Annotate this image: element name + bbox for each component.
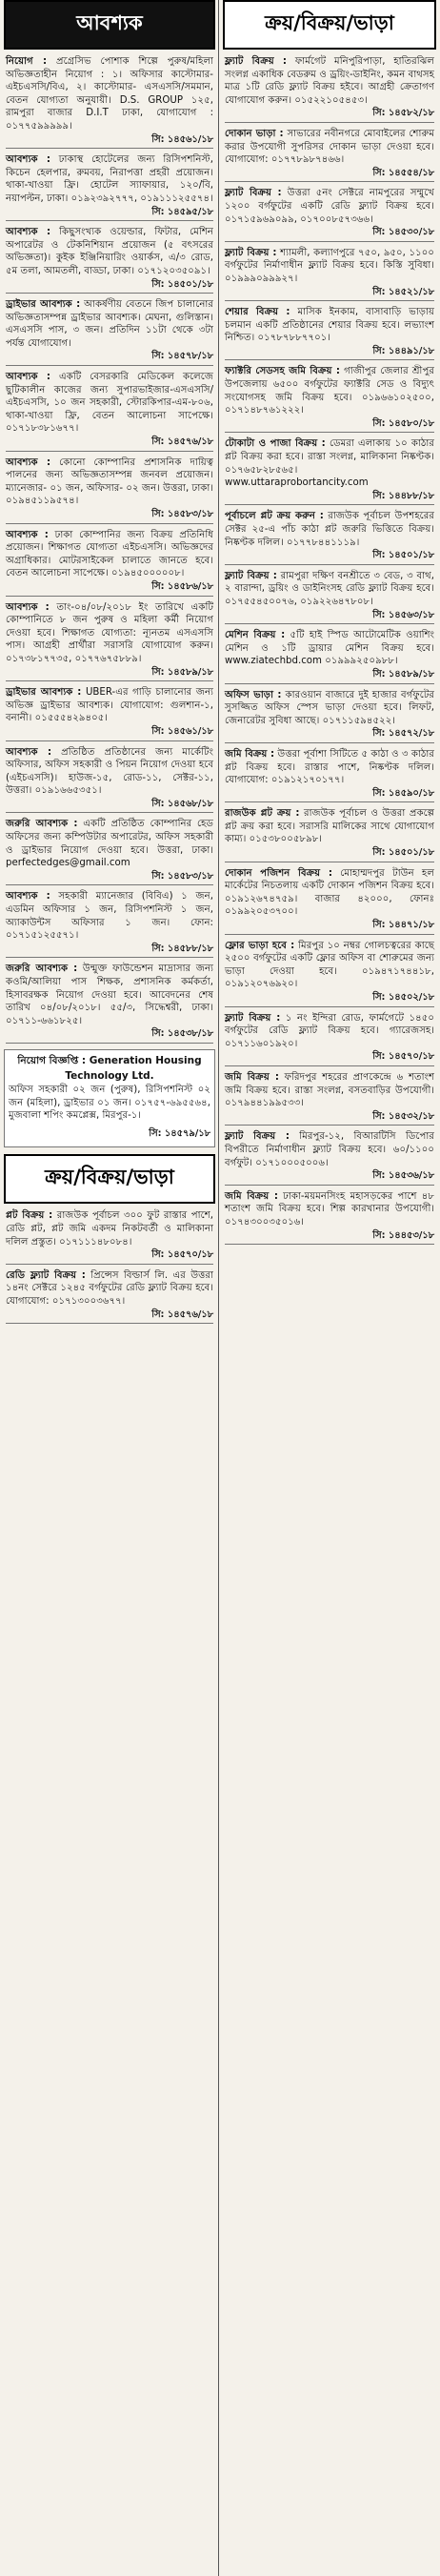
classified-ad	[4, 744, 215, 817]
ad-text: সহকারী ম্যানেজার (বিবিএ) ১ জন, এডমিন অফিসার ১ জন, রিসিপশনিস্ট ১ জন, অ্যাকাউন্টস অফিসার ১ জন। ফোন: ০১৭১৫১২৫৫৭১।	[6, 891, 213, 942]
ad-reference: সি: ১৪৫৭৬/১৮	[6, 436, 213, 452]
logo-ad-body: অফিস সহকারী ০২ জন (পুরুষ), রিসিপশনিস্ট ০২ জন (মহিলা), ড্রাইভার ০১ জন। ০১৭৫৭-৬৯৫৫৬৪, মুজবালা শপিং কমপ্লেক্স, মিরপুর-১।	[9, 1084, 210, 1122]
classified-ad	[223, 245, 436, 304]
ad-reference: সি: ১৪৫৭৮/১৮	[6, 350, 213, 366]
ad-reference: সি: ১৪৫৬৩/১৮	[225, 609, 434, 625]
ad-lead: রেডি ফ্ল্যাট বিক্রয় :	[6, 1269, 86, 1281]
ad-reference: সি: ১৪৫৩২/১৮	[225, 1110, 434, 1126]
classified-ad	[223, 1010, 436, 1069]
classified-ad	[4, 684, 215, 743]
classified-ad	[223, 363, 436, 436]
ad-text: UBER-এর গাড়ি চালানোর জন্য অভিজ্ঞ ড্রাইভার আবশ্যক। যোগাযোগ: গুলশান-১, বনানী। ০১৫৫৫৪২৯৪০৫।	[6, 687, 213, 724]
classified-ad	[4, 296, 215, 369]
left-sale-header: ক্রয়/বিক্রয়/ভাড়া	[4, 1154, 215, 1204]
ad-lead: ফ্ল্যাট বিক্রয় :	[225, 247, 277, 258]
ad-reference: সি: ১৪৫৮৬/১৮	[6, 580, 213, 597]
right-ads-list	[223, 53, 436, 1247]
ad-lead: ফ্ল্যাট বিক্রয় :	[225, 56, 287, 67]
ad-text: সাভারের নবীনগরে মোবাইলের শোরুম করার উপযোগী সুপরিসর দোকান ভাড়া দেওয়া হবে। যোগাযোগ: ০১৭৭৮৯৮৭৪৬৬।	[225, 128, 434, 166]
ad-lead: অফিস ভাড়া :	[225, 689, 282, 700]
ad-lead: জরুরি আবশ্যক :	[6, 819, 78, 830]
ad-reference: সি: ১৪৫৩৬/১৮	[225, 1169, 434, 1186]
ad-lead: আবশ্যক :	[6, 372, 51, 383]
ad-reference: সি: ১৪৫৬১/১৮	[6, 133, 213, 150]
ad-lead: পূর্বাচলে প্লট ক্রয় করুন :	[225, 511, 324, 522]
ad-reference: সি: ১৪৪৮৮/১৮	[225, 490, 434, 506]
ad-text: ঢাকা-ময়মনসিংহ মহাসড়কের পাশে ৪৮ শতাংশ জমি বিক্রয় হবে। শিল্প কারখানার উপযোগী। ০১৭৪৩০০৩৫০১৬।	[225, 1190, 434, 1227]
ad-lead: ফ্ল্যাট বিক্রয় :	[225, 1131, 290, 1143]
ad-reference: সি: ১৪৫৮৩/১৮	[6, 870, 213, 886]
ad-lead: শেয়ার বিক্রয় :	[225, 307, 290, 318]
classified-ad	[223, 627, 436, 686]
ad-lead: জমি বিক্রয় :	[225, 1190, 278, 1202]
ad-reference: সি: ১৪৫৬১/১৮	[6, 725, 213, 741]
ad-text: ফরিদপুর শহরের প্রাণকেন্দ্রে ৬ শতাংশ জমি বিক্রয় হবে। রাস্তা সংলগ্ন, বসতবাড়ির উপযোগী। ০১৭৯৪৪১৯৯৫৩৩।	[225, 1071, 434, 1109]
ad-lead: আবশ্যক :	[6, 601, 50, 613]
ad-lead: নিয়োগ :	[6, 56, 48, 67]
ad-reference: সি: ১৪৫৬৮/১৮	[6, 798, 213, 814]
ad-text: ফার্মগেট মনিপুরিপাড়া, হাতিরঝিল সংলগ্ন একাধিক বেডরুম ও ড্রয়িং-ডাইনিং, কমন বাথসহ মাত্র ১টি রেডি ফ্ল্যাট বিক্রয় হইবে। আগ্রহী ক্রেতাগণ যোগাযোগ করুন। ০১৫২২১০৫৪৫৩।	[225, 56, 434, 106]
classified-ad	[4, 816, 215, 888]
classified-ad	[4, 455, 215, 527]
logo-ad-title: নিয়োগ বিজ্ঞপ্তি : Generation Housing Technology Ltd.	[17, 1054, 202, 1082]
ad-text: একটি প্রতিষ্ঠিত কোম্পানির হেড অফিসের জন্য কম্পিউটার অপারেটর, অফিস সহকারী ও ড্রাইভার নিয়োগ দেওয়া হবে। উত্তরা, ঢাকা। perfectedges@gmail.com	[6, 819, 213, 869]
ad-reference: সি: ১৪৫৩৮/১৮	[6, 1027, 213, 1044]
classified-ad	[223, 938, 436, 1010]
ad-reference: সি: ১৪৫৮৩/১৮	[6, 508, 213, 524]
ad-lead: আবশ্যক :	[6, 227, 51, 238]
left-sale-ads-list	[4, 1207, 215, 1327]
ad-text: মোহাম্মদপুর টাউন হল মার্কেটের নিচতলায় একটি দোকান পজিশন বিক্রয় হবে। ০১৯১২৬৭৪৭৫৯। বাজার ৪২০০০, ফোনঃ ০১৯৯২০৫৩৭০০।	[225, 867, 434, 918]
left-ads-list	[4, 53, 215, 1046]
ad-reference: সি: ১৪৫০১/১৮	[225, 549, 434, 565]
ad-text: রাজউক পূর্বাচল ৩০০ ফুট রাস্তার পাশে, রেডি প্লট, প্লট জমি একদম নিকটবর্তী ও মালিকানা দলিল প্রস্তুত। ০১৭১১১৪৮০৮৪।	[6, 1210, 213, 1247]
ad-lead: আবশ্যক :	[6, 154, 50, 166]
left-section-header: আবশ্যক	[4, 0, 215, 50]
classified-ad	[223, 185, 436, 244]
classified-ad	[4, 888, 215, 961]
logo-ad-ref: সি: ১৪৫৭৯/১৮	[149, 1127, 210, 1139]
ad-reference: সি: ১৪৫৭০/১৮	[6, 1248, 213, 1265]
ad-lead: ফ্ল্যাট বিক্রয় :	[225, 570, 277, 581]
ad-reference: সি: ১৪৫৯০/১৮	[225, 787, 434, 803]
ad-text: প্রতিষ্ঠিত প্রতিষ্ঠানের জন্য মার্কেটিং অফিসার, অফিস সহকারী ও পিয়ন নিয়োগ দেওয়া হবে (এইচএসসি)। হাউজ-১৫, রোড-১১, সেক্টর-১১, উত্তরা। ০১৯১৬৬৫৩৫১।	[6, 746, 213, 797]
ad-text: কিছুসংখ্যক ওয়েল্ডার, ফিটার, মেশিন অপারেটর ও টেকনিশিয়ান প্রয়োজন (৫ বৎসরের অভিজ্ঞতা)। কুইক ইঞ্জিনিয়ারিং ওয়ার্কস, এ/৩ রোড, ৫ম তলা, আমতলী, বাড্ডা, ঢাকা। ০১৭১২০৩৫০৯১।	[6, 227, 213, 276]
classified-ad	[223, 1188, 436, 1247]
classified-ad	[223, 126, 436, 185]
ad-lead: ফ্লোর ভাড়া হবে :	[225, 940, 295, 951]
ad-text: উত্তরা পূর্বাশা সিটিতে ৫ কাঠা ও ৩ কাঠার প্লট বিক্রয় হবে। রাস্তার পাশে, নিষ্কণ্টক দলিল। যোগাযোগ: ০১৯১২১৭০১৭৭।	[225, 748, 434, 786]
ad-text: রামপুরা দক্ষিণ বনশ্রীতে ৩ বেড, ৩ বাথ, ২ বারান্দা, ড্রয়িং ও ডাইনিংসহ রেডি ফ্ল্যাট বিক্রয় হবে। ০১৭৫৫৪৫০০৭৬, ০১৯২২৬৪৭৮০৮।	[225, 570, 434, 607]
classified-ad	[223, 53, 436, 126]
ad-reference: সি: ১৪৫৭০/১৮	[225, 1050, 434, 1066]
ad-reference: সি: ১৪৫৯৫/১৮	[6, 206, 213, 222]
ad-lead: ফ্যাক্টরি সেডসহ জমি বিক্রয় :	[225, 366, 340, 377]
ad-text: ঢাকা কোম্পানির জন্য বিক্রয় প্রতিনিধি প্রয়োজন। শিক্ষাগত যোগ্যতা এইচএসসি। অভিজ্ঞদের অগ্রাধিকার। মোটরসাইকেল চালাতে জানতে হবে। বেতন আলোচনা সাপেক্ষে। ০১৯৪৫০০০০০৮।	[6, 529, 213, 579]
ad-lead: প্লট বিক্রয় :	[6, 1210, 53, 1222]
column-divider	[218, 0, 219, 2576]
ad-lead: ফ্ল্যাট বিক্রয় :	[225, 188, 282, 199]
classified-ad	[4, 961, 215, 1046]
ad-reference: সি: ১৪৫২১/১৮	[225, 286, 434, 302]
ad-text: মিরপুর-১২, বিআরটিসি ডিপোর বিপরীতে নির্মাণাধীন ফ্ল্যাট বিক্রয় হবে। ৬০/১১০০ বর্গফুট। ০১৭১০০০৫০০৬।	[225, 1131, 434, 1168]
ad-reference: সি: ১৪৫৭২/১৮	[225, 727, 434, 743]
classified-ad	[223, 508, 436, 567]
ad-text: রাজউক পূর্বাচল ও উত্তরা প্রকল্পে প্লট ক্রয় করা হবে। সরাসরি মালিকের সাথে যোগাযোগ কাম্য। ০১৫৩৮০০৫৮৯৮।	[225, 808, 434, 845]
ad-lead: ড্রাইভার আবশ্যক :	[6, 687, 82, 699]
ad-lead: রাজউক প্লট ক্রয় :	[225, 808, 300, 820]
ad-text: মিরপুর ১০ নম্বর গোলচত্বরের কাছে ২৫০০ বর্গফুটের একটি ফ্লোর অফিস বা শোরুমের জন্য ভাড়া দেওয়া হবে। ০১৯৪৭১৭৪৪১৮, ০১৯১২০৭৬৯২০।	[225, 940, 434, 990]
ad-reference: সি: ১৪৫৮০/১৮	[225, 417, 434, 434]
ad-lead: জমি বিক্রয় :	[225, 1071, 279, 1083]
ad-text: ৫টি হাই স্পিড আটোমেটিক ওয়াশিং মেশিন ও ১টি ড্রায়ার মেশিন বিক্রয় হবে। www.ziatechbd.com ০১৯৯৯২৫০৯৮৮।	[225, 630, 435, 667]
right-section-header: ক্রয়/বিক্রয়/ভাড়া	[223, 0, 436, 50]
ad-text: ১ নং ইন্দিরা রোড, ফার্মগেটে ১৪৫০ বর্গফুটের রেডি ফ্ল্যাট বিক্রয় হবে। গ্যারেজসহ। ০১৭১১৬০১৯২০।	[225, 1012, 434, 1049]
ad-reference: সি: ১৪৫০১/১৮	[6, 278, 213, 294]
ad-lead: আবশ্যক :	[6, 529, 49, 540]
ad-reference: সি: ১৪৪৯১/১৮	[225, 345, 434, 361]
classified-ad	[4, 599, 215, 685]
classified-ad	[223, 304, 436, 363]
ad-reference: সি: ১৪৫৫৪/১৮	[225, 167, 434, 183]
ad-text: কারওয়ান বাজারে দুই হাজার বর্গফুটের সুসজ্জিত অফিস স্পেস ভাড়া দেওয়া হবে। লিফট, জেনারেটর সুবিধা আছে। ০১৭১১৫৯৪৫২২।	[225, 689, 434, 726]
ad-text: ডেমরা এলাকায় ১০ কাঠার প্লট বিক্রয় করা হবে। রাস্তা সংলগ্ন, মালিকানা নিষ্কণ্টক। ০১৭৬৫৮২৮৫৬৫। www.uttaraprobortancity.com	[225, 438, 434, 489]
classified-ad	[223, 805, 436, 864]
ad-text: উত্তরা ৫নং সেক্টরে নামপুরের সম্মুখে ১২০০ বর্গফুটের একটি রেডি ফ্ল্যাট বিক্রয় হবে। ০১৭১৫৯৬৯০৯৯, ০১৭০০৮৫৭৩৬৬।	[225, 188, 434, 225]
ad-lead: আবশ্যক :	[6, 891, 50, 903]
ad-lead: ফ্ল্যাট বিক্রয় :	[225, 1012, 281, 1024]
ad-reference: সি: ১৪৫৭৬/১৮	[6, 1308, 213, 1325]
ad-lead: দোকান পজিশন বিক্রয় :	[225, 867, 332, 879]
generation-housing-ad	[4, 1049, 215, 1147]
ad-text: রাজউক পূর্বাচল উপশহরের সেক্টর ২৫-এ পাঁচ কাঠা প্লট জরুরি ভিত্তিতে বিক্রয়। নিষ্কণ্টক দলিল। ০১৭৭৮৪৪১১১৯।	[225, 511, 434, 548]
classified-ad	[223, 1128, 436, 1187]
classified-ad	[4, 53, 215, 152]
classified-ad	[4, 1268, 215, 1327]
ad-reference: সি: ১৪৫৮৯/১৮	[6, 666, 213, 682]
ad-text: কোনো কোম্পানির প্রশাসনিক দায়িত্ব পালনের জন্য অভিজ্ঞতাসম্পন্ন জনবল প্রয়োজন। ম্যানেজার- ০১ জন, অফিসার- ০২ জন। উত্তরা, ঢাকা। ০১৯৪৫১১৯৫৭৪।	[6, 456, 213, 507]
ad-text: মাসিক ইনকাম, বাসাবাড়ি ভাড়ায় চলমান একটি প্রতিষ্ঠানের শেয়ার বিক্রয় হবে। লভ্যাংশ নিশ্চিত। ০১৭৮৭৮৮৭৭০১।	[225, 307, 434, 344]
ad-text: উন্মুক্ত ফাউন্ডেশন মাদ্রাসার জন্য কওমি/আলিয়া পাস শিক্ষক, প্রশাসনিক কর্মকর্তা, হিসাবরক্ষক নিয়োগ দেওয়া হবে। আবেদনের শেষ তারিখ ০৪/০৮/২০১৮। ৫৫/৩, সিদ্ধেশ্বরী, ঢাকা। ০১৭১১-৬৬১৮২৫।	[6, 963, 213, 1026]
ad-reference: সি: ১৪৫৩০/১৮	[225, 226, 434, 242]
classified-ad	[4, 152, 215, 224]
ad-lead: জমি বিক্রয় :	[225, 748, 275, 760]
ad-lead: মেশিন বিক্রয় :	[225, 630, 286, 641]
ad-lead: টোকাটা ও পাজা বিক্রয় :	[225, 438, 326, 450]
classified-ad	[4, 369, 215, 455]
classified-ad	[223, 687, 436, 746]
ad-reference: সি: ১৪৪৭১/১৮	[225, 919, 434, 935]
ad-text: শ্যামলী, কল্যাণপুরে ৭৫০, ৯৫০, ১১০০ বর্গফুটের নির্মাণাধীন ফ্ল্যাট বিক্রয় হবে। কিস্তি সুবিধা। ০১৯৯৯০৯৯৯২৭।	[225, 247, 434, 284]
classified-ad	[4, 527, 215, 599]
ad-lead: ড্রাইভার আবশ্যক :	[6, 299, 81, 311]
ad-reference: সি: ১৪৪৫৩/১৮	[225, 1229, 434, 1246]
right-column	[223, 0, 436, 2576]
ad-text: গাজীপুর জেলার শ্রীপুর উপজেলায় ৬৫০০ বর্গফুটের ফ্যাক্টরি সেড ও বিদ্যুৎ সংযোগসহ জমি বিক্রয় হবে। ০১৯৬৬১০২৫০০, ০১৭১৪৮৭৬১২২২।	[225, 366, 434, 416]
classified-ad	[4, 224, 215, 296]
ad-text: প্রগ্রেসিভ পোশাক শিল্পে পুরুষ/মহিলা অভিজ্ঞতাহীন নিয়োগ : ১। অফিসার কাস্টোমার- এইচএসসি/বিএ, ২। কাস্টোমার- এসএসসি/সমমান, বেতন যোগ্যতা অনুযায়ী। D.S. GROUP ১২৫, রামপুরা বাজার D.I.T ঢাকা, যোগাযোগ : ০১৭৭৫৯৯৯৯৯।	[6, 56, 214, 132]
ad-lead: দোকান ভাড়া :	[225, 128, 284, 139]
classified-ad	[223, 436, 436, 508]
ad-text: ঢাকাস্থ হোটেলের জন্য রিসিপশনিস্ট, কিচেন হেলপার, রুমবয়, নিরাপত্তা প্রহরী প্রয়োজন। থাকা-খাওয়া ফ্রি। হোটেল স্যাফায়ার, ১২০/বি, নয়াপল্টন, ঢাকা। ০১৯২৩৯২৭৭৭, ০১৯১১১২৫৫৭৪।	[6, 154, 213, 204]
ad-reference: সি: ১৪৫০১/১৮	[225, 846, 434, 862]
ad-text: তাং-০৪/০৮/২০১৮ ইং তারিখে একটি কোম্পানিতে ৮ জন পুরুষ ও মহিলা কর্মী নিয়োগ দেওয়া হবে। শিক্ষাগত যোগ্যতা: ন্যূনতম এসএসসি পাস। আগ্রহী প্রার্থীরা সরাসরি যোগাযোগ করুন। ০১৭৩৮১৭৭৩৫, ০১৭৭৬৭৫৮৮৯।	[6, 601, 213, 664]
ad-lead: আবশ্যক :	[6, 746, 52, 758]
classified-ad	[223, 568, 436, 627]
ad-reference: সি: ১৪৫৮৯/১৮	[225, 668, 434, 684]
ad-lead: জরুরি আবশ্যক :	[6, 963, 78, 975]
ad-reference: সি: ১৪৫৮২/১৮	[225, 107, 434, 123]
ad-reference: সি: ১৪৫৮৮/১৮	[6, 943, 213, 959]
ad-text: একটি বেসরকারি মেডিকেল কলেজে ছুটিকালীন কাজের জন্য সুপারভাইজার-এসএসসি/এইচএসসি, ১০ জন সহকারী, স্টোরকিপার-এম-৮০৬, থাকা-খাওয়া ফ্রি, বেতন আলোচনা সাপেক্ষে। ০১৭১৮৩৮১৬৭৭।	[6, 372, 213, 435]
left-column	[4, 0, 215, 2576]
ad-reference: সি: ১৪৫০২/১৮	[225, 991, 434, 1007]
ad-text: প্রিন্সেস বিল্ডার্স লি. এর উত্তরা ১৪নং সেক্টরে ১২৪৫ বর্গফুটের রেডি ফ্ল্যাট বিক্রয় হবে। যোগাযোগ: ০১৭১৩০০৩৬৭৭।	[6, 1269, 213, 1307]
classified-ad	[4, 1207, 215, 1267]
classified-ad	[223, 746, 436, 805]
classified-ad	[223, 1069, 436, 1128]
classified-ad	[223, 865, 436, 938]
ad-lead: আবশ্যক :	[6, 456, 51, 468]
ad-text: আকর্ষণীয় বেতনে জিপ চালানোর অভিজ্ঞতাসম্পন্ন ড্রাইভার আবশ্যক। মেঘনা, গুলিস্তান। এসএসসি পাস, ৩ জন। প্রতিদিন ১১টা থেকে ৩টা পর্যন্ত যোগাযোগ।	[6, 299, 213, 349]
